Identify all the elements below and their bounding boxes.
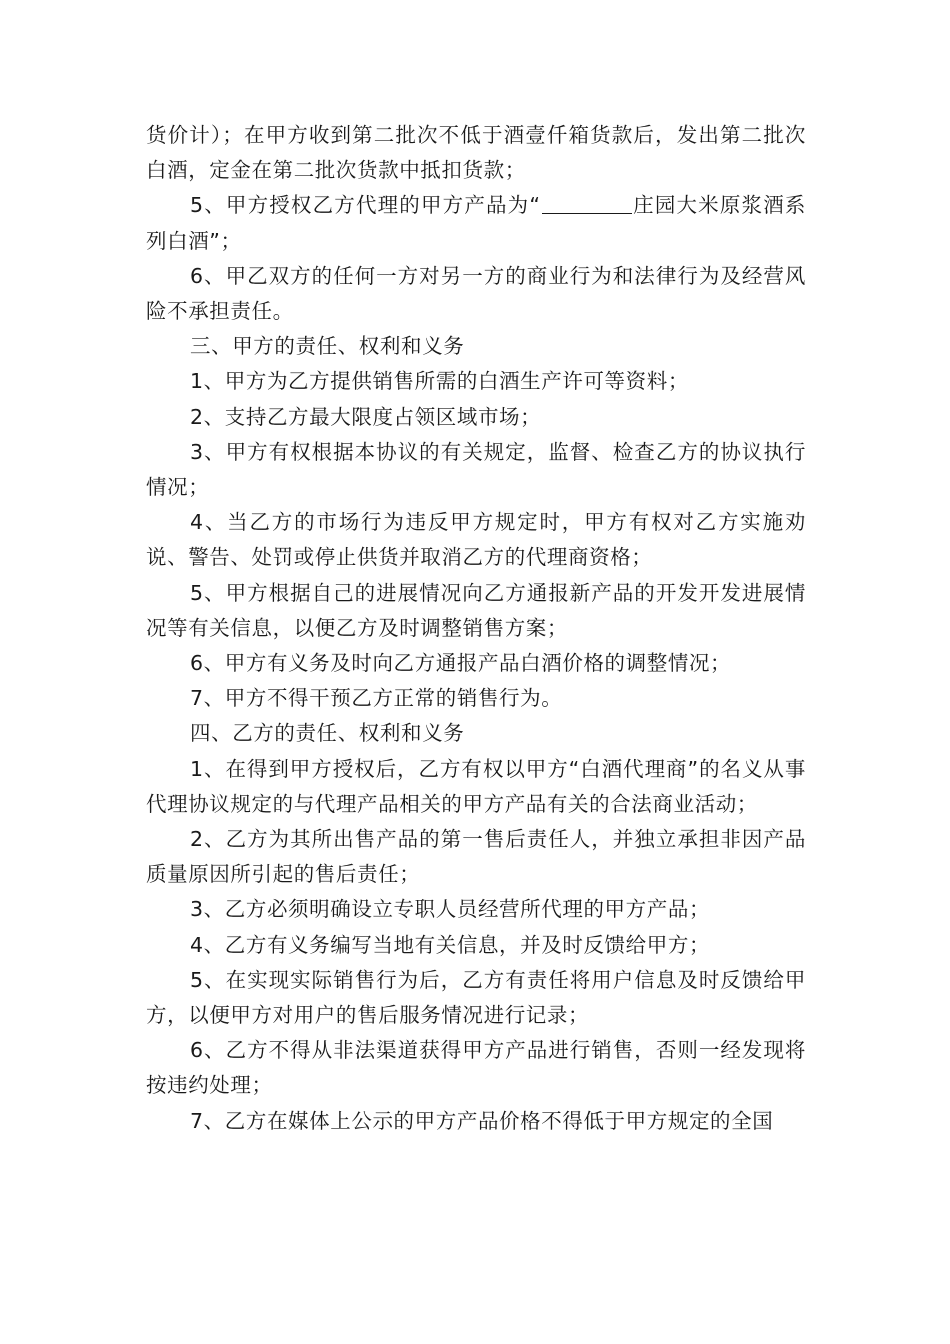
- paragraph-a-item-3: 3、甲方有权根据本协议的有关规定，监督、检查乙方的协议执行情况；: [146, 439, 806, 500]
- paragraph-b-item-6: 6、乙方不得从非法渠道获得甲方产品进行销售，否则一经发现将按违约处理；: [146, 1038, 806, 1098]
- paragraph-a-item-2: 2、支持乙方最大限度占领区域市场；: [190, 404, 542, 429]
- paragraph-text-after-blank: 庄园大米原浆酒系列白酒”；: [146, 193, 806, 253]
- paragraph-payment-continuation: 货价计）；在甲方收到第二批次不低于酒壹仟箱货款后，发出第二批次白酒，定金在第二批次货款中抵扣货款；: [146, 123, 806, 183]
- paragraph-b-item-7: 7、乙方在媒体上公示的甲方产品价格不得低于甲方规定的全国: [190, 1108, 774, 1133]
- fill-in-blank: [542, 193, 632, 214]
- paragraph-a-item-7: 7、甲方不得干预乙方正常的销售行为。: [190, 686, 563, 711]
- paragraph-authorized-product: [146, 188, 806, 258]
- document-body: [146, 118, 806, 1139]
- paragraph-b-item-1: 1、在得到甲方授权后，乙方有权以甲方“白酒代理商”的名义从事代理协议规定的与代理产品相关的甲方产品有关的合法商业活动；: [146, 756, 806, 816]
- paragraph-liability: 6、甲乙双方的任何一方对另一方的商业行为和法律行为及经营风险不承担责任。: [146, 263, 806, 324]
- paragraph-text-before-blank: 5、甲方授权乙方代理的甲方产品为“: [190, 193, 541, 218]
- paragraph-a-item-1: 1、甲方为乙方提供销售所需的白酒生产许可等资料；: [190, 369, 689, 394]
- paragraph-b-item-4: 4、乙方有义务编写当地有关信息，并及时反馈给甲方；: [190, 932, 711, 957]
- section-heading-party-a: 三、甲方的责任、权利和义务: [190, 334, 465, 359]
- paragraph-b-item-2: 2、乙方为其所出售产品的第一售后责任人，并独立承担非因产品质量原因所引起的售后责任；: [146, 827, 806, 887]
- paragraph-b-item-3: 3、乙方必须明确设立专职人员经营所代理的甲方产品；: [190, 897, 711, 922]
- paragraph-b-item-5: 5、在实现实际销售行为后，乙方有责任将用户信息及时反馈给甲方，以便甲方对用户的售后服务情况进行记录；: [146, 967, 806, 1028]
- section-heading-party-b: 四、乙方的责任、权利和义务: [190, 721, 465, 746]
- paragraph-a-item-5: 5、甲方根据自己的进展情况向乙方通报新产品的开发开发进展情况等有关信息，以便乙方及时调整销售方案；: [146, 580, 806, 640]
- paragraph-a-item-6: 6、甲方有义务及时向乙方通报产品白酒价格的调整情况；: [190, 651, 732, 676]
- paragraph-a-item-4: 4、当乙方的市场行为违反甲方规定时，甲方有权对乙方实施劝说、警告、处罚或停止供货并取消乙方的代理商资格；: [146, 510, 806, 570]
